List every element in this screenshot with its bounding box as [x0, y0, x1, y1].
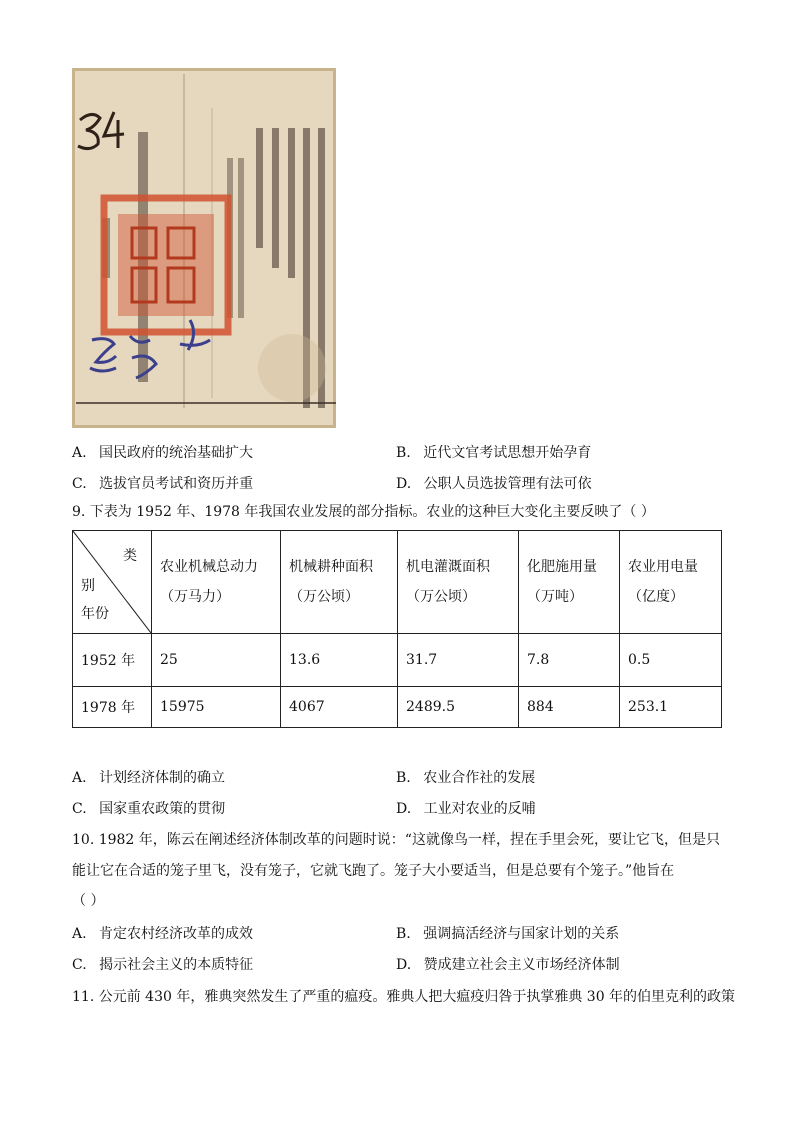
option-letter: A. [72, 445, 87, 461]
q10-option-d [396, 954, 620, 974]
option-letter: C. [72, 957, 87, 973]
q9-stem: 9. 下表为 1952 年、1978 年我国农业发展的部分指标。农业的这种巨大变化主要反映了（ ） [72, 504, 655, 520]
option-letter: C. [72, 801, 87, 817]
column-unit: （亿度） [628, 589, 684, 605]
q8-option-b [396, 442, 591, 462]
row-year: 1978 年 [73, 687, 152, 728]
q10-option-a [72, 923, 253, 943]
column-name: 化肥施用量 [527, 559, 597, 575]
q11-stem-line-1: 11. 公元前 430 年，雅典突然发生了严重的瘟疫。雅典人把大瘟疫归咎于执掌雅典 30 年的伯里克利的政策 [72, 989, 736, 1005]
column-unit: （万吨） [527, 589, 583, 605]
q10-stem-line-2: 能让它在合适的笼子里飞，没有笼子，它就飞跑了。笼子大小要适当，但是总要有个笼子。”他旨在 [72, 863, 675, 879]
option-letter: B. [396, 926, 411, 942]
corner-top-label: 类 [123, 548, 137, 564]
option-text: 近代文官考试思想开始孕育 [423, 445, 592, 461]
row-year: 1952 年 [73, 634, 152, 687]
column-name: 农业用电量 [628, 559, 698, 575]
option-letter: D. [396, 476, 412, 492]
q10-stem-line-1: 10. 1982 年，陈云在阐述经济体制改革的问题时说：“这就像鸟一样，捏在手里会死，要让它飞，但是只 [72, 832, 720, 848]
option-letter: A. [72, 926, 87, 942]
column-unit: （万马力） [160, 589, 230, 605]
option-text: 国民政府的统治基础扩大 [99, 445, 254, 461]
q10-option-b [396, 923, 619, 943]
option-text: 工业对农业的反哺 [423, 801, 536, 817]
option-letter: B. [396, 770, 411, 786]
option-text: 农业合作社的发展 [423, 770, 536, 786]
option-text: 肯定农村经济改革的成效 [99, 926, 254, 942]
table-cell: 7.8 [519, 634, 620, 687]
q10-option-c [72, 954, 253, 974]
column-header [620, 531, 722, 634]
column-header [519, 531, 620, 634]
table-cell: 25 [152, 634, 281, 687]
table-cell: 884 [519, 687, 620, 728]
column-unit: （万公顷） [406, 589, 476, 605]
table-cell: 253.1 [620, 687, 722, 728]
option-text: 赞成建立社会主义市场经济体制 [423, 957, 620, 973]
q10-stem-line-3: （ ） [72, 893, 105, 909]
table-row [73, 687, 722, 728]
q9-option-b [396, 767, 535, 787]
option-text: 公职人员选拔管理有法可依 [423, 476, 592, 492]
column-header [398, 531, 519, 634]
table-cell: 13.6 [281, 634, 398, 687]
column-name: 农业机械总动力 [160, 559, 258, 575]
column-unit: （万公顷） [289, 589, 359, 605]
table-cell: 15975 [152, 687, 281, 728]
column-name: 机电灌溉面积 [406, 559, 490, 575]
table-cell: 31.7 [398, 634, 519, 687]
option-text: 选拔官员考试和资历并重 [99, 476, 254, 492]
option-letter: A. [72, 770, 87, 786]
option-text: 计划经济体制的确立 [99, 770, 226, 786]
option-text: 揭示社会主义的本质特征 [99, 957, 254, 973]
corner-bottom-label: 年份 [81, 606, 109, 622]
corner-mid-label: 别 [81, 578, 95, 594]
certificate-photo [72, 68, 336, 428]
table-row [73, 634, 722, 687]
option-text: 国家重农政策的贯彻 [99, 801, 226, 817]
q9-option-c [72, 798, 225, 818]
q9-option-a [72, 767, 225, 787]
q8-option-a [72, 442, 253, 462]
q9-data-table [72, 530, 722, 728]
option-letter: D. [396, 957, 412, 973]
column-header [152, 531, 281, 634]
table-cell: 2489.5 [398, 687, 519, 728]
option-letter: D. [396, 801, 412, 817]
table-header-row [73, 531, 722, 634]
option-text: 强调搞活经济与国家计划的关系 [423, 926, 620, 942]
table-cell: 4067 [281, 687, 398, 728]
column-name: 机械耕种面积 [289, 559, 373, 575]
q8-option-c [72, 473, 253, 493]
q8-option-d [396, 473, 592, 493]
option-letter: C. [72, 476, 87, 492]
table-cell: 0.5 [620, 634, 722, 687]
corner-cell [73, 531, 152, 634]
option-letter: B. [396, 445, 411, 461]
column-header [281, 531, 398, 634]
q9-option-d [396, 798, 536, 818]
